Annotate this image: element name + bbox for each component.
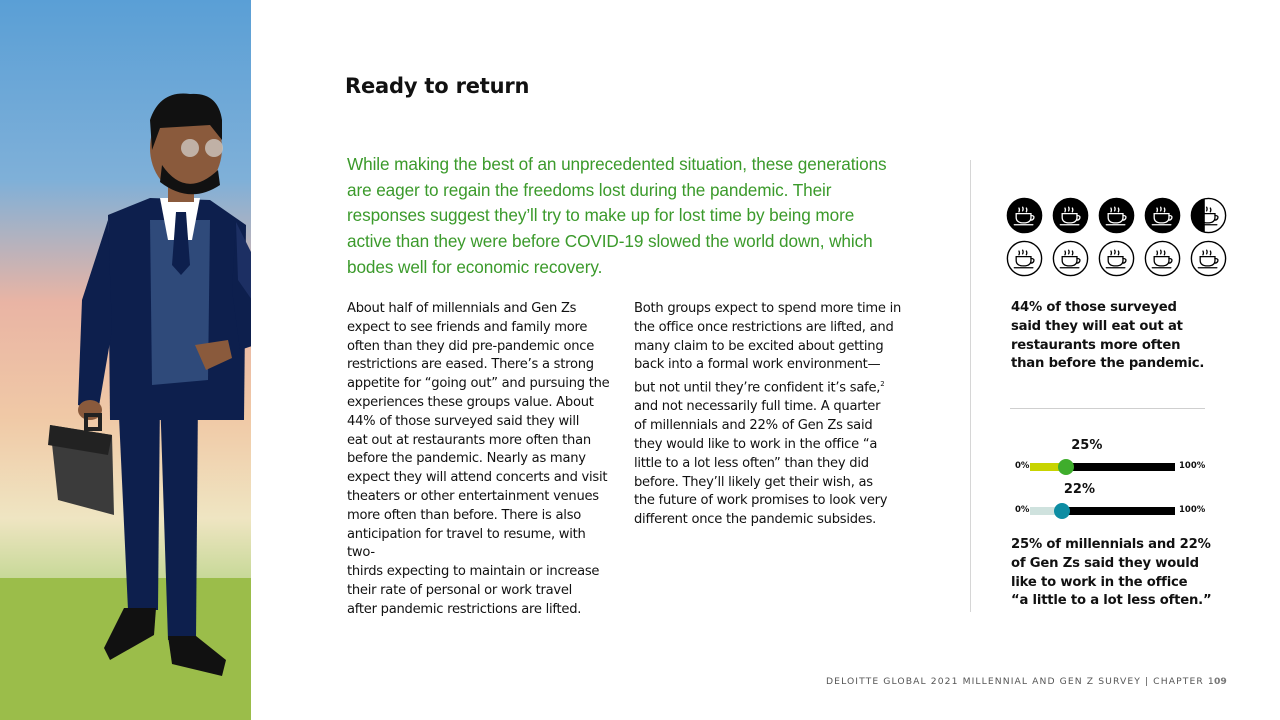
illustration-businessman (0, 0, 251, 720)
millennials-office-slider (1015, 438, 1230, 478)
coffee-cup-icon (1098, 240, 1135, 277)
coffee-cup-icon (1052, 197, 1089, 234)
coffee-cup-icon (1144, 197, 1181, 234)
body-text-right-part1: Both groups expect to spend more time in the office once restrictions are lifted, and many claim to be excited about getting back into a formal work environment— but not until they’re confident it’s safe, (634, 301, 902, 396)
coffee-cup-pictogram (1006, 197, 1230, 283)
footer-text: DELOITTE GLOBAL 2021 MILLENNIAL AND GEN Z SURVEY | CHAPTER 1 (826, 676, 1215, 687)
coffee-cup-icon (1098, 197, 1135, 234)
coffee-cup-icon (1006, 197, 1043, 234)
slider-min-label: 0% (1015, 461, 1030, 471)
cup-row (1006, 240, 1230, 277)
stat-office: 25% of millennials and 22% of Gen Zs said they would like to work in the office “a little to a lot less often.” (1011, 537, 1212, 609)
slider-min-label: 0% (1015, 505, 1030, 515)
coffee-cup-icon (1190, 197, 1227, 234)
coffee-cup-icon (1190, 240, 1227, 277)
slider-max-label: 100% (1179, 461, 1206, 471)
intro-paragraph: While making the best of an unprecedented situation, these generations are eager to regain the freedoms lost during the pandemic. Their responses suggest they’ll try to make up for lost time by being more active than they were before COVID-19 slowed the world down, which bodes well for economic recovery. (347, 154, 887, 277)
stat-restaurants: 44% of those surveyed said they will eat out at restaurants more often than before the pandemic. (1011, 300, 1205, 372)
footnote-ref: 2 (880, 380, 885, 389)
page-number: 09 (1214, 676, 1227, 687)
slider-max-label: 100% (1179, 505, 1206, 515)
body-text-left: About half of millennials and Gen Zs expect to see friends and family more often than they did pre-pandemic once restrictions are eased. There’s a strong appetite for “going out” and pursuing the experiences these groups value. About 44% of those surveyed said they will eat out at restaurants more often than before the pandemic. Nearly as many expect they will attend concerts and visit theaters or other entertainment venues more often than before. There is also anticipation for travel to resume, with two- thirds expecting to maintain or increase their rate of personal or work travel after pandemic restrictions are lifted. (347, 301, 610, 617)
body-text-right (634, 300, 904, 530)
slider-knob (1058, 459, 1074, 475)
cup-row (1006, 197, 1230, 234)
vertical-divider (970, 160, 971, 612)
slider-value-label: 25% (1071, 438, 1103, 453)
businessman-illustration (0, 0, 251, 720)
slider-value-label: 22% (1063, 482, 1096, 497)
coffee-cup-icon (1052, 240, 1089, 277)
body-text-right-part2: and not necessarily full time. A quarter of millennials and 22% of Gen Zs said they would like to work in the office “a little to a lot less often” than they did before. They’ll likely get their wish, as the future of work promises to look very different once the pandemic subsides. (634, 399, 888, 528)
slider-knob (1054, 503, 1070, 519)
genz-office-slider (1015, 482, 1230, 522)
coffee-cup-icon (1006, 240, 1043, 277)
coffee-cup-icon (1144, 240, 1181, 277)
horizontal-divider (1010, 408, 1205, 409)
page-title: Ready to return (345, 74, 530, 98)
